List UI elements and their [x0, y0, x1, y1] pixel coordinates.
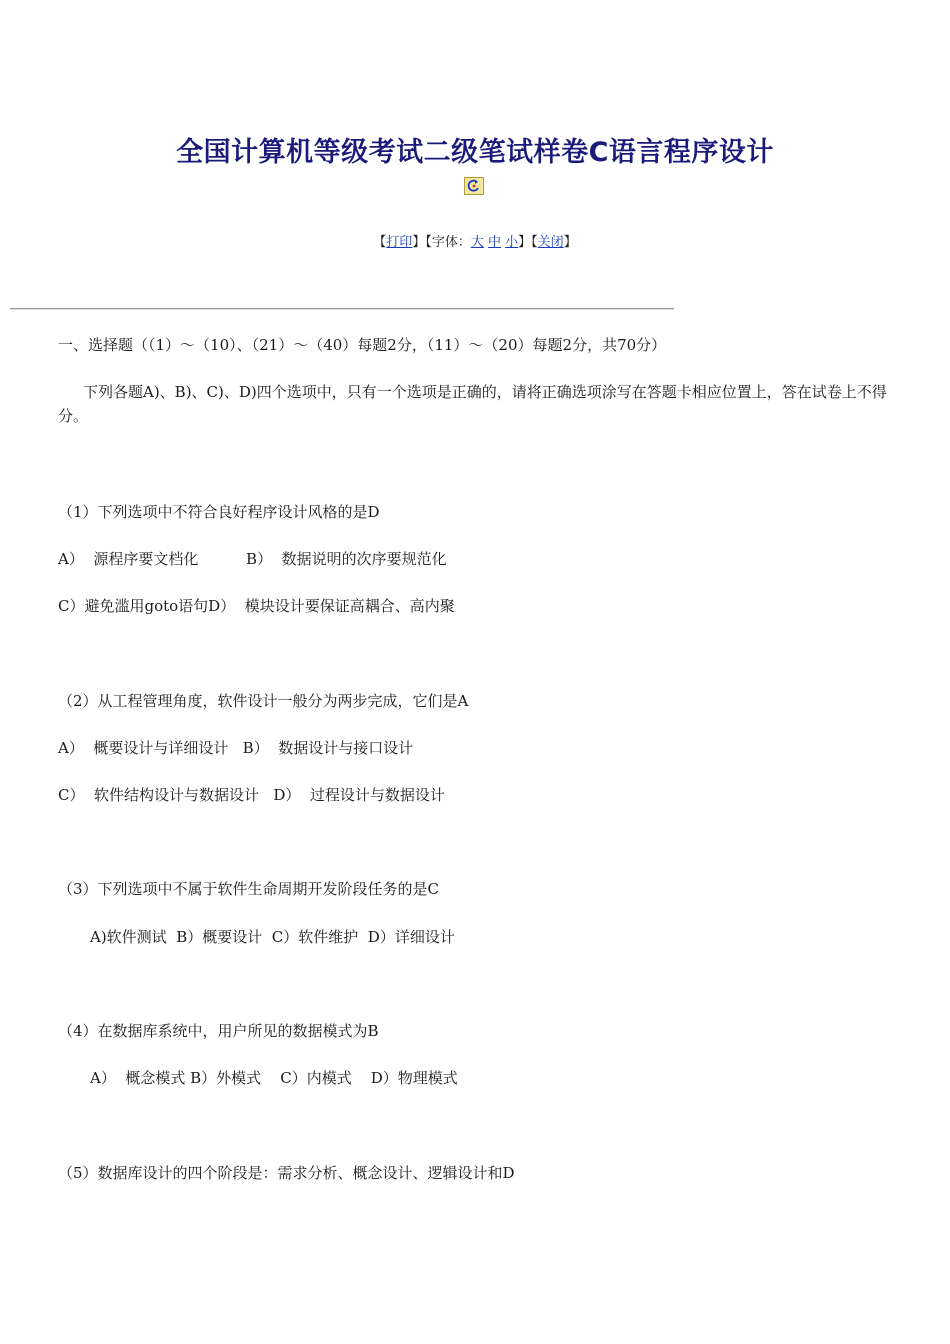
article-toolbar: [0, 231, 950, 250]
question-stem: （1）下列选项中不符合良好程序设计风格的是D: [58, 503, 380, 521]
bracket-text: 】: [563, 235, 577, 250]
font-small-link[interactable]: 小: [505, 235, 519, 250]
print-link[interactable]: 打印: [386, 235, 413, 250]
instructions: 下列各题A)、B)、C)、D)四个选项中，只有一个选项是正确的，请将正确选项涂写在答题卡相应位置上，答在试卷上不得分。: [58, 383, 887, 425]
page-title: 全国计算机等级考试二级笔试样卷C语言程序设计: [176, 137, 774, 168]
bracket-text: 】【: [518, 235, 538, 250]
question-option: C）避免滥用goto语句D） 模块设计要保证高耦合、高内聚: [58, 597, 455, 615]
font-medium-link[interactable]: 中: [487, 235, 501, 250]
question-option: A） 源程序要文档化 B） 数据说明的次序要规范化: [58, 550, 447, 568]
question-option: C） 软件结构设计与数据设计 D） 过程设计与数据设计: [58, 786, 445, 804]
question-stem: （4）在数据库系统中，用户所见的数据模式为B: [58, 1022, 379, 1040]
question-option: A)软件测试 B）概要设计 C）软件维护 D）详细设计: [90, 928, 455, 946]
close-link[interactable]: 关闭: [537, 235, 564, 250]
question-option: A） 概念模式 B）外模式 C）内模式 D）物理模式: [90, 1069, 458, 1087]
bracket-text: 【: [373, 235, 387, 250]
question-stem: （5）数据库设计的四个阶段是：需求分析、概念设计、逻辑设计和D: [58, 1164, 515, 1182]
font-large-link[interactable]: 大: [470, 235, 484, 250]
question-option: A） 概要设计与详细设计 B） 数据设计与接口设计: [58, 739, 414, 757]
question-stem: （3）下列选项中不属于软件生命周期开发阶段任务的是C: [58, 880, 440, 898]
refresh-icon: [464, 177, 484, 195]
question-stem: （2）从工程管理角度，软件设计一般分为两步完成，它们是A: [58, 692, 469, 710]
font-size-label: 】【字体：: [412, 235, 471, 250]
section-heading: 一、选择题（（1）～（10）、（21）～（40）每题2分，（11）～（20）每题2分，共70分）: [58, 336, 667, 354]
divider: [10, 308, 674, 310]
